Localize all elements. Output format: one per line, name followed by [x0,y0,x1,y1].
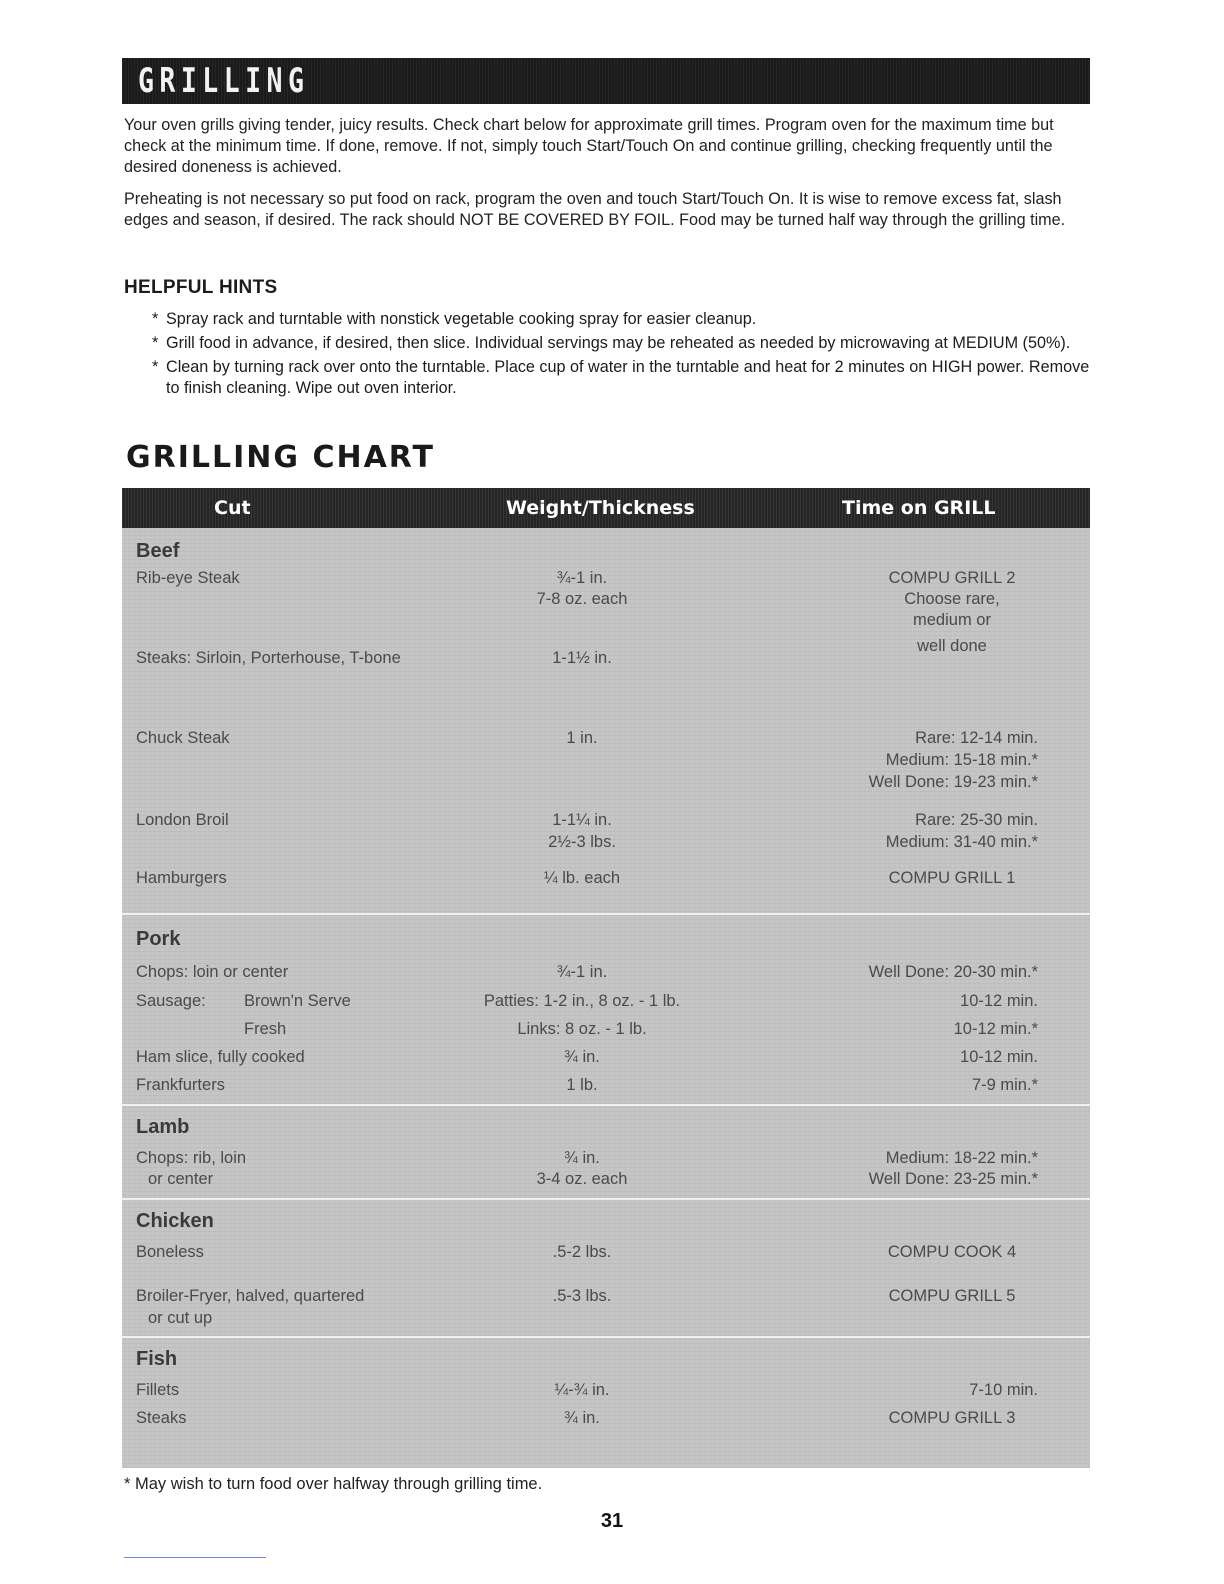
cut-chuck: Chuck Steak [136,729,230,747]
weight-fish-steaks: ¾ in. [564,1409,600,1427]
section-title: GRILLING [138,61,310,101]
weight-ham: ¾ in. [564,1048,600,1066]
asterisk-bullet: * [152,358,159,376]
weight-lamb-2: 3-4 oz. each [536,1170,628,1188]
category-fish: Fish [136,1348,178,1370]
footer-rule [124,1557,266,1558]
weight-london-1: 1-1¼ in. [552,811,612,829]
time-london-1: Rare: 25-30 min. [915,811,1038,829]
weight-fillets: ¼-¾ in. [554,1381,610,1399]
category-pork: Pork [136,928,181,950]
cut-hamburgers: Hamburgers [136,869,227,887]
chart-footnote: * May wish to turn food over halfway through grilling time. [124,1475,543,1493]
weight-chuck: 1 in. [566,729,598,747]
time-ribeye-3: medium or [913,611,991,629]
cut-fillets: Fillets [136,1381,180,1399]
weight-london-2: 2½-3 lbs. [548,833,616,851]
section-divider [122,1336,1090,1338]
cut-sausage-fresh: Fresh [244,1020,287,1038]
time-london-2: Medium: 31-40 min.* [885,833,1038,851]
weight-pork-chops: ¾-1 in. [556,963,608,981]
cut-broiler-2: or cut up [148,1309,213,1327]
weight-hamburgers: ¼ lb. each [543,869,621,887]
category-beef: Beef [136,540,180,562]
cut-sausage-brown: Brown'n Serve [244,992,351,1010]
section-divider [122,1198,1090,1200]
time-chuck-2: Medium: 15-18 min.* [885,751,1038,769]
time-chuck-1: Rare: 12-14 min. [915,729,1038,747]
time-lamb-2: Well Done: 23-25 min.* [868,1170,1038,1188]
grilling-chart-title: GRILLING CHART [126,440,436,475]
page-number: 31 [600,1510,624,1532]
cut-ribeye: Rib-eye Steak [136,569,240,587]
chart-header-row [122,488,1090,528]
hint-item: * Spray rack and turntable with nonstick vegetable cooking spray for easier cleanup. [152,310,757,328]
section-divider [122,1104,1090,1106]
cut-pork-chops: Chops: loin or center [136,963,289,981]
time-hamburgers: COMPU GRILL 1 [888,869,1016,887]
column-header-time: Time on GRILL [842,497,996,519]
category-chicken: Chicken [136,1210,214,1232]
weight-broiler: .5-3 lbs. [552,1287,612,1305]
time-ribeye-4: well done [917,637,987,655]
time-boneless: COMPU COOK 4 [887,1243,1017,1261]
section-divider [122,913,1090,915]
cut-lamb-chops: Chops: rib, loin [136,1149,247,1167]
time-lamb-1: Medium: 18-22 min.* [885,1149,1038,1167]
time-ribeye-2: Choose rare, [904,590,1000,608]
time-sausage: 10-12 min. [960,992,1038,1010]
weight-frankfurters: 1 lb. [566,1076,598,1094]
cut-boneless: Boneless [136,1243,204,1261]
hint-item: * Grill food in advance, if desired, then slice. Individual servings may be reheated as needed by microwaving at MEDIUM (50%). [152,334,1071,352]
column-header-weight: Weight/Thickness [506,497,695,519]
time-ribeye-1: COMPU GRILL 2 [888,569,1016,587]
weight-ribeye-2: 7-8 oz. each [536,590,628,608]
column-header-cut: Cut [214,497,251,519]
time-fillets: 7-10 min. [969,1381,1038,1399]
weight-sausage: Patties: 1-2 in., 8 oz. - 1 lb. [483,992,681,1010]
hint-item: * Clean by turning rack over onto the turntable. Place cup of water in the turntable and heat for 2 minutes on HIGH power. Remove to finish cleaning. Wipe out oven interior. [152,358,1090,397]
cut-frankfurters: Frankfurters [136,1076,225,1094]
helpful-hints-heading: HELPFUL HINTS [124,277,278,298]
weight-ribeye-1: ¾-1 in. [556,569,608,587]
asterisk-bullet: * [152,310,159,328]
weight-boneless: .5-2 lbs. [552,1243,612,1261]
intro-paragraph-2: Preheating is not necessary so put food on rack, program the oven and touch Start/Touch On. It is wise to remove excess fat, slash edges and season, if desired. The rack should NOT BE COVERED BY FOIL. Food may be turned half way through the grilling time. [124,190,1066,229]
cut-broiler: Broiler-Fryer, halved, quartered [136,1287,365,1305]
cut-steaks: Steaks: Sirloin, Porterhouse, T-bone [136,649,401,667]
time-chuck-3: Well Done: 19-23 min.* [868,773,1038,791]
time-broiler: COMPU GRILL 5 [888,1287,1016,1305]
time-fish-steaks: COMPU GRILL 3 [888,1409,1016,1427]
weight-lamb-1: ¾ in. [564,1149,600,1167]
weight-steaks: 1-1½ in. [552,649,612,667]
grilling-chart-table [122,488,1090,1468]
time-pork-chops: Well Done: 20-30 min.* [868,963,1038,981]
time-fresh: 10-12 min.* [953,1020,1038,1038]
category-lamb: Lamb [136,1116,190,1138]
cut-ham: Ham slice, fully cooked [136,1048,305,1066]
cut-sausage: Sausage: [136,992,206,1010]
weight-fresh: Links: 8 oz. - 1 lb. [517,1020,647,1038]
asterisk-bullet: * [152,334,159,352]
cut-fish-steaks: Steaks [136,1409,187,1427]
intro-paragraph-1: Your oven grills giving tender, juicy results. Check chart below for approximate grill times. Program oven for the maximum time but check at the minimum time. If done, remove. If not, simply touch Start/Touch On and continue grilling, checking frequently until the desired doneness is achieved. [124,116,1054,176]
section-banner [122,58,1090,104]
cut-london: London Broil [136,811,229,829]
time-frankfurters: 7-9 min.* [971,1076,1038,1094]
cut-lamb-chops-2: or center [148,1170,214,1188]
time-ham: 10-12 min. [960,1048,1038,1066]
helpful-hints-list [152,309,1092,402]
